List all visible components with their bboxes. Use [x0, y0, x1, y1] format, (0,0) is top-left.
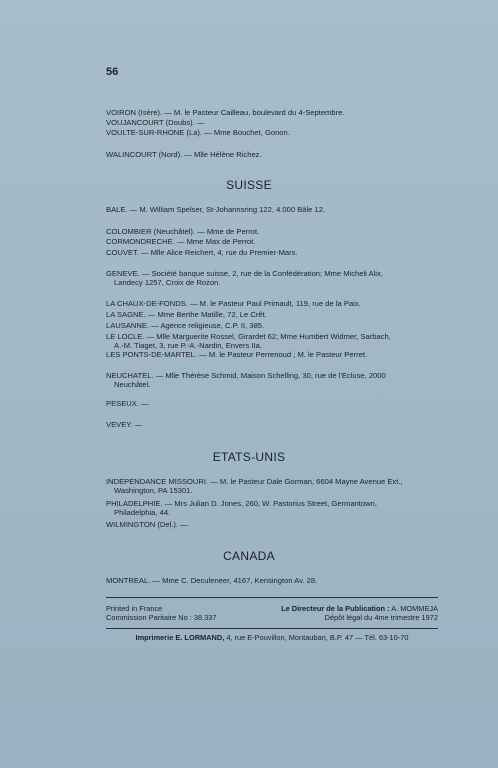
entry-bale: BALE. — M. William Spelser, St-Johannsring 122, 4.000 Bâle 12.: [106, 205, 326, 214]
entry-wilmington: WILMINGTON (Del.). —: [106, 520, 188, 529]
entry-cormondreche: CORMONDRECHE. — Mme Max de Perrot.: [106, 237, 256, 246]
directeur-publication: [281, 604, 438, 613]
entry-independance: [106, 477, 438, 495]
footer-middle-rule: [106, 628, 438, 629]
entry-voulte: VOULTE-SUR-RHONE (La). — Mme Bouchet, Gonon.: [106, 128, 290, 137]
entry-neuchatel-line2: Neuchâtel.: [114, 380, 151, 389]
page-number: 56: [106, 66, 119, 78]
entry-geneve-line1: GENEVE. — Société banque suisse, 2, rue de la Confédération; Mme Micheli Alix,: [106, 269, 383, 278]
entry-vevey: VEVEY. —: [106, 420, 143, 429]
entry-lausanne: LAUSANNE. — Agence religieuse, C.P. II, 385.: [106, 321, 265, 330]
entry-voiron: VOIRON (Isère). — M. le Pasteur Cailleau, boulevard du 4-Septembre.: [106, 108, 345, 117]
entry-neuchatel: [106, 371, 438, 389]
entry-philadelphie-line2: Philadelphia, 44.: [114, 508, 171, 517]
section-heading-canada: CANADA: [223, 549, 275, 563]
entry-independance-line2: Washington, PA 15301.: [114, 486, 193, 495]
imprimerie-label: Imprimerie E. LORMAND,: [135, 633, 225, 642]
entry-chaux-de-fonds: LA CHAUX-DE-FONDS. — M. le Pasteur Paul Primault, 119, rue de la Paix.: [106, 299, 361, 308]
entry-voujancourt: VOUJANCOURT (Doubs). —: [106, 118, 205, 127]
entry-le-locle: [106, 332, 438, 350]
entry-le-locle-line1: LE LOCLE. — Mlle Marguerite Rossel, Girardet 62; Mme Humbert Widmer, Sarbach,: [106, 332, 391, 341]
entry-montreal: MONTREAL. — Mme C. Deculeneer, 4167, Kensington Av. 28.: [106, 576, 318, 585]
entry-couvet: COUVET. — Mlle Alice Reichert, 4, rue du Premier-Mars.: [106, 248, 298, 257]
commission-paritaire: Commission Paritaire No : 38.337: [106, 613, 217, 622]
entry-la-sagne: LA SAGNE. — Mme Berthe Matille, 72, Le Crêt.: [106, 310, 267, 319]
entry-neuchatel-line1: NEUCHATEL. — Mlle Thérèse Schmid, Maison Schelling, 30, rue de l'Ecluse, 2000: [106, 371, 386, 380]
imprimerie-address: 4, rue E-Pouvillon, Montauban, B.P. 47 — Tél. 63-10-70: [226, 633, 409, 642]
directeur-label: Le Directeur de la Publication :: [281, 604, 390, 613]
depot-legal: Dépôt légal du 4me trimestre 1972: [324, 613, 438, 622]
section-heading-etats-unis: ETATS-UNIS: [212, 450, 286, 464]
entry-philadelphie-line1: PHILADELPHIE. — Mrs Julian D. Jones, 260, W. Pastorius Street, Germantown,: [106, 499, 377, 508]
printer-line: [106, 633, 438, 642]
footer-row-2: [106, 613, 438, 622]
footer-imprint: [106, 604, 438, 622]
entry-geneve-line2: Landecy 1257, Croix de Rozon.: [114, 278, 221, 287]
footer-top-rule: [106, 597, 438, 598]
footer-row-1: [106, 604, 438, 613]
entry-walincourt: WALINCOURT (Nord). — Mlle Hélène Richez.: [106, 150, 262, 159]
entry-philadelphie: [106, 499, 438, 517]
directeur-name: A. MOMMEJA: [391, 604, 438, 613]
entry-colombier: COLOMBIER (Neuchâtel). — Mme de Perrot.: [106, 227, 260, 236]
entry-independance-line1: INDEPENDANCE MISSOURI. — M. le Pasteur Dale Gorman, 6604 Mayne Avenue Ext.,: [106, 477, 403, 486]
section-heading-suisse: SUISSE: [226, 178, 272, 192]
entry-le-locle-line2: A.-M. Tiaget, 3, rue P.-A.-Nardin, Envers IIa.: [114, 341, 262, 350]
entry-geneve: [106, 269, 438, 287]
entry-ponts-de-martel: LES PONTS-DE-MARTEL. — M. le Pasteur Perrenoud ; M. le Pasteur Perret.: [106, 350, 368, 359]
printed-in-france: Printed in France: [106, 604, 163, 613]
entry-peseux: PESEUX. —: [106, 399, 149, 408]
